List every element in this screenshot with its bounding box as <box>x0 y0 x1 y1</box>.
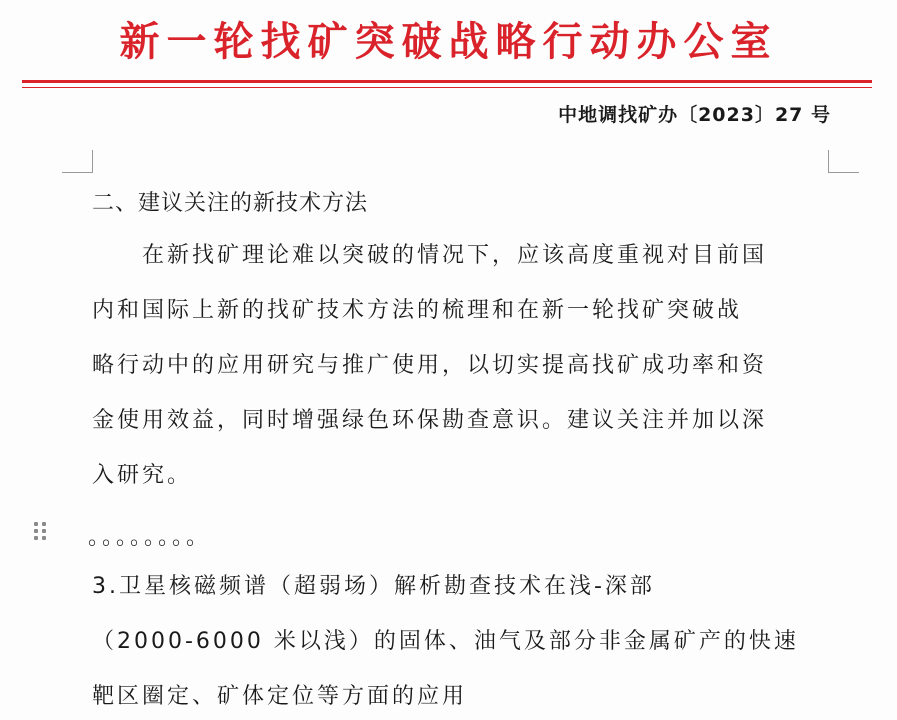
header-red-rule-thick <box>22 80 872 83</box>
section-heading: 二、建议关注的新技术方法 <box>92 191 369 216</box>
drag-handle-icon[interactable] <box>34 522 50 542</box>
document-header-title: 新一轮找矿突破战略行动办公室 <box>119 18 778 65</box>
paragraph-line: 金使用效益，同时增强绿色环保勘查意识。建议关注并加以深 <box>92 408 768 433</box>
paragraph-line: 略行动中的应用研究与推广使用，以切实提高找矿成功率和资 <box>92 353 768 378</box>
margin-corner-mark-left <box>62 150 93 173</box>
margin-corner-mark-right <box>828 150 859 173</box>
paragraph-line: 内和国际上新的找矿技术方法的梳理和在新一轮找矿突破战 <box>92 298 743 323</box>
list-item-line: 3.卫星核磁频谱（超弱场）解析勘查技术在浅-深部 <box>92 574 655 599</box>
document-number: 中地调找矿办〔2023〕27 号 <box>558 104 831 126</box>
list-item-line: （2000-6000 米以浅）的固体、油气及部分非金属矿产的快速 <box>92 629 799 654</box>
paragraph-line: 入研究。 <box>92 463 193 488</box>
omission-ellipsis: 。。。。。。。。 <box>88 525 212 550</box>
paragraph-line: 在新找矿理论难以突破的情况下，应该高度重视对目前国 <box>92 243 768 268</box>
header-red-rule-thin <box>22 87 872 88</box>
list-item-line: 靶区圈定、矿体定位等方面的应用 <box>92 684 468 709</box>
